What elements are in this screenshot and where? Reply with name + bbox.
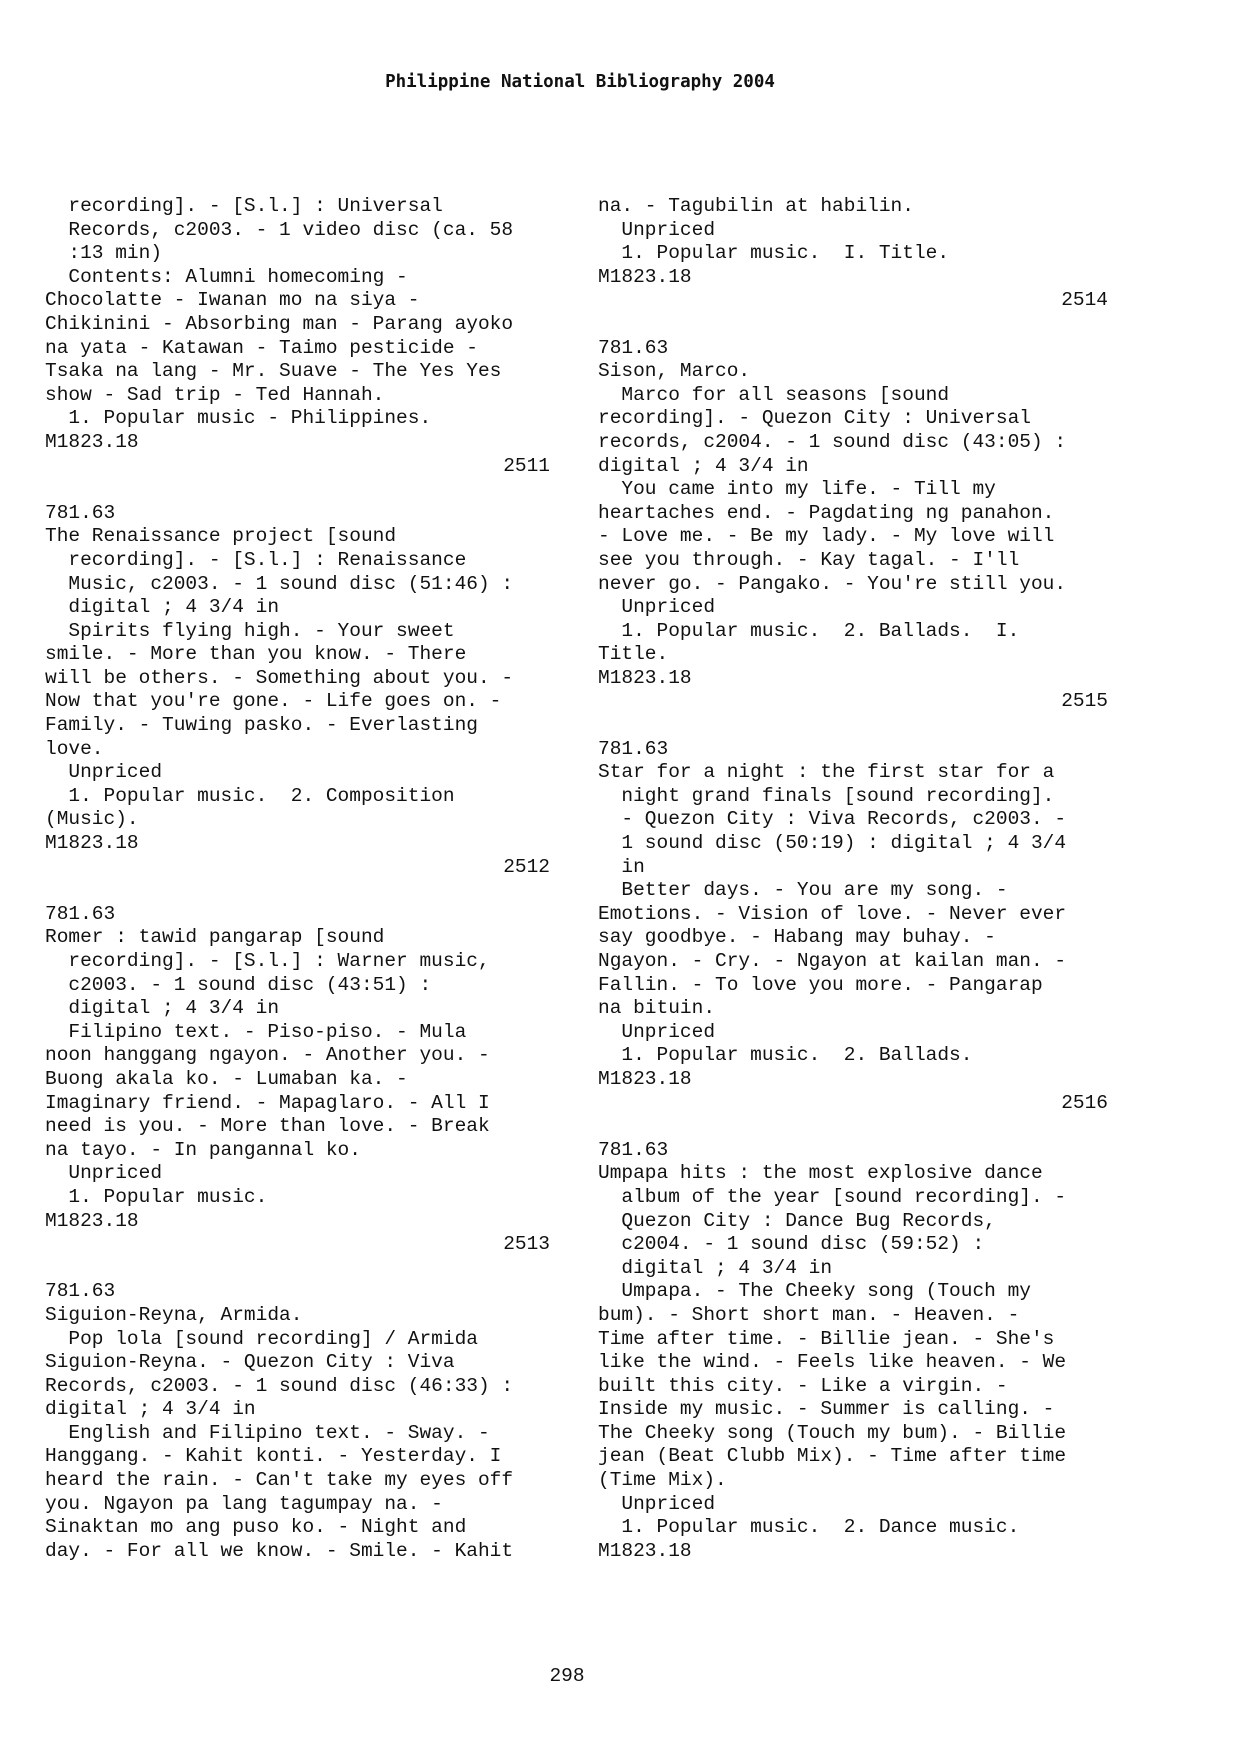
entry-number: 2515 (1061, 690, 1108, 713)
text-line: 1. Popular music. I. Title. (598, 242, 950, 265)
text-line: c2003. - 1 sound disc (43:51) : (45, 973, 432, 996)
text-line: Emotions. - Vision of love. - Never ever (598, 902, 1067, 925)
text-line: Unpriced (598, 218, 716, 241)
text-line: Fallin. - To love you more. - Pangarap (598, 973, 1043, 996)
text-line: 1. Popular music. (45, 1185, 268, 1208)
blank-line (45, 478, 550, 502)
left-column (45, 195, 550, 1563)
text-line: Umpapa hits : the most explosive dance (598, 1162, 1043, 1185)
text-line: Better days. - You are my song. - (598, 879, 1008, 902)
text-line: M1823.18 (45, 430, 139, 453)
text-line: Ngayon. - Cry. - Ngayon at kailan man. - (598, 950, 1067, 972)
text-line: digital ; 4 3/4 in (598, 1256, 833, 1279)
text-line: Title. (598, 643, 669, 666)
text-line: Records, c2003. - 1 sound disc (46:33) : (45, 1374, 514, 1397)
text-line: bum). - Short short man. - Heaven. - (598, 1303, 1020, 1326)
text-line: Imaginary friend. - Mapaglaro. - All I (45, 1091, 490, 1114)
text-line: 1. Popular music - Philippines. (45, 407, 432, 430)
text-line: Now that you're gone. - Life goes on. - (45, 690, 502, 713)
entry-number: 2513 (503, 1233, 550, 1256)
text-line: digital ; 4 3/4 in (45, 596, 280, 619)
text-line: records, c2004. - 1 sound disc (43:05) : (598, 430, 1067, 453)
text-line: 781.63 (598, 737, 669, 760)
text-line: will be others. - Something about you. - (45, 666, 514, 689)
text-line: The Cheeky song (Touch my bum). - Billie (598, 1421, 1067, 1444)
text-line: recording]. - Quezon City : Universal (598, 407, 1031, 430)
entry-number: 2511 (503, 454, 550, 477)
text-line: M1823.18 (598, 1539, 692, 1562)
text-line: Spirits flying high. - Your sweet (45, 619, 455, 642)
entry-number: 2512 (503, 855, 550, 878)
text-line: Star for a night : the first star for a (598, 761, 1055, 784)
text-line: digital ; 4 3/4 in (45, 997, 280, 1020)
text-line: Contents: Alumni homecoming - (45, 265, 408, 288)
text-line: Hanggang. - Kahit konti. - Yesterday. I (45, 1445, 502, 1468)
text-line: Romer : tawid pangarap [sound (45, 926, 385, 949)
text-line: you. Ngayon pa lang tagumpay na. - (45, 1492, 443, 1515)
text-line: 1. Popular music. 2. Composition (45, 784, 455, 807)
text-line: - Quezon City : Viva Records, c2003. - (598, 808, 1067, 831)
text-line: Siguion-Reyna, Armida. (45, 1303, 303, 1326)
text-line: Marco for all seasons [sound (598, 383, 950, 406)
text-line: (Time Mix). (598, 1469, 727, 1492)
text-line: Filipino text. - Piso-piso. - Mula (45, 1020, 467, 1043)
text-line: 1. Popular music. 2. Dance music. (598, 1516, 1020, 1539)
text-line: never go. - Pangako. - You're still you. (598, 572, 1067, 595)
page-number: 298 (549, 1665, 585, 1687)
text-line: 1. Popular music. 2. Ballads. I. (598, 619, 1020, 642)
text-line: show - Sad trip - Ted Hannah. (45, 383, 385, 406)
text-line: Sison, Marco. (598, 360, 751, 383)
text-line: say goodbye. - Habang may buhay. - (598, 926, 996, 949)
text-line: built this city. - Like a virgin. - (598, 1374, 1008, 1397)
text-line: Tsaka na lang - Mr. Suave - The Yes Yes (45, 360, 502, 383)
text-line: Unpriced (45, 761, 163, 784)
text-line: smile. - More than you know. - There (45, 643, 467, 666)
text-line: need is you. - More than love. - Break (45, 1115, 490, 1138)
text-line: - Love me. - Be my lady. - My love will (598, 525, 1055, 548)
text-line: Chikinini - Absorbing man - Parang ayoko (45, 312, 514, 335)
text-line: 1 sound disc (50:19) : digital ; 4 3/4 (598, 832, 1067, 855)
text-line: 1. Popular music. 2. Ballads. (598, 1044, 973, 1067)
text-line: Sinaktan mo ang puso ko. - Night and (45, 1516, 467, 1539)
text-line: in (598, 855, 645, 878)
text-line: Music, c2003. - 1 sound disc (51:46) : (45, 572, 514, 595)
blank-line (45, 879, 550, 903)
text-line: na bituin. (598, 997, 716, 1020)
text-line: 781.63 (598, 1138, 669, 1161)
text-line: M1823.18 (45, 1209, 139, 1232)
text-line: M1823.18 (45, 832, 139, 855)
text-line: digital ; 4 3/4 in (598, 454, 809, 477)
text-line: The Renaissance project [sound (45, 525, 397, 548)
text-line: Umpapa. - The Cheeky song (Touch my (598, 1280, 1031, 1303)
text-line: recording]. - [S.l.] : Universal (45, 195, 443, 217)
text-line: like the wind. - Feels like heaven. - We (598, 1351, 1067, 1374)
text-line: recording]. - [S.l.] : Renaissance (45, 548, 467, 571)
text-line: English and Filipino text. - Sway. - (45, 1421, 490, 1444)
text-line: album of the year [sound recording]. - (598, 1185, 1067, 1208)
entry-number: 2514 (1061, 289, 1108, 312)
text-line: Inside my music. - Summer is calling. - (598, 1398, 1055, 1421)
text-line: jean (Beat Clubb Mix). - Time after time (598, 1445, 1067, 1468)
text-line: M1823.18 (598, 666, 692, 689)
text-line: 781.63 (45, 501, 116, 524)
text-line: na. - Tagubilin at habilin. (598, 195, 914, 217)
text-line: You came into my life. - Till my (598, 478, 996, 501)
text-line: na yata - Katawan - Taimo pesticide - (45, 336, 478, 359)
blank-line (598, 1115, 1108, 1139)
page-header-title: Philippine National Bibliography 2004 (385, 72, 775, 92)
right-column (598, 195, 1108, 1563)
text-line: Unpriced (45, 1162, 163, 1185)
text-line: Time after time. - Billie jean. - She's (598, 1327, 1055, 1350)
text-line: heard the rain. - Can't take my eyes off (45, 1469, 514, 1492)
text-line: recording]. - [S.l.] : Warner music, (45, 950, 490, 972)
text-line: Siguion-Reyna. - Quezon City : Viva (45, 1351, 455, 1374)
blank-line (598, 313, 1108, 337)
text-line: Chocolatte - Iwanan mo na siya - (45, 289, 420, 312)
text-line: c2004. - 1 sound disc (59:52) : (598, 1233, 985, 1256)
text-line: love. (45, 737, 104, 760)
text-line: noon hanggang ngayon. - Another you. - (45, 1044, 490, 1067)
text-line: night grand finals [sound recording]. (598, 784, 1055, 807)
text-line: na tayo. - In pangannal ko. (45, 1138, 361, 1161)
blank-line (45, 1257, 550, 1281)
text-line: heartaches end. - Pagdating ng panahon. (598, 501, 1055, 524)
text-line: M1823.18 (598, 265, 692, 288)
text-line: 781.63 (45, 1280, 116, 1303)
text-line: Records, c2003. - 1 video disc (ca. 58 (45, 218, 514, 241)
text-line: see you through. - Kay tagal. - I'll (598, 548, 1020, 571)
blank-line (598, 714, 1108, 738)
text-line: :13 min) (45, 242, 163, 265)
text-line: day. - For all we know. - Smile. - Kahit (45, 1539, 514, 1562)
text-line: Family. - Tuwing pasko. - Everlasting (45, 714, 478, 737)
text-line: Unpriced (598, 1492, 716, 1515)
text-line: M1823.18 (598, 1067, 692, 1090)
text-line: Quezon City : Dance Bug Records, (598, 1209, 996, 1232)
text-line: Unpriced (598, 596, 716, 619)
text-line: Pop lola [sound recording] / Armida (45, 1327, 478, 1350)
entry-number: 2516 (1061, 1091, 1108, 1114)
text-line: Unpriced (598, 1020, 716, 1043)
text-line: digital ; 4 3/4 in (45, 1398, 256, 1421)
text-line: (Music). (45, 808, 139, 831)
text-line: 781.63 (598, 336, 669, 359)
text-line: Buong akala ko. - Lumaban ka. - (45, 1067, 408, 1090)
text-line: 781.63 (45, 902, 116, 925)
